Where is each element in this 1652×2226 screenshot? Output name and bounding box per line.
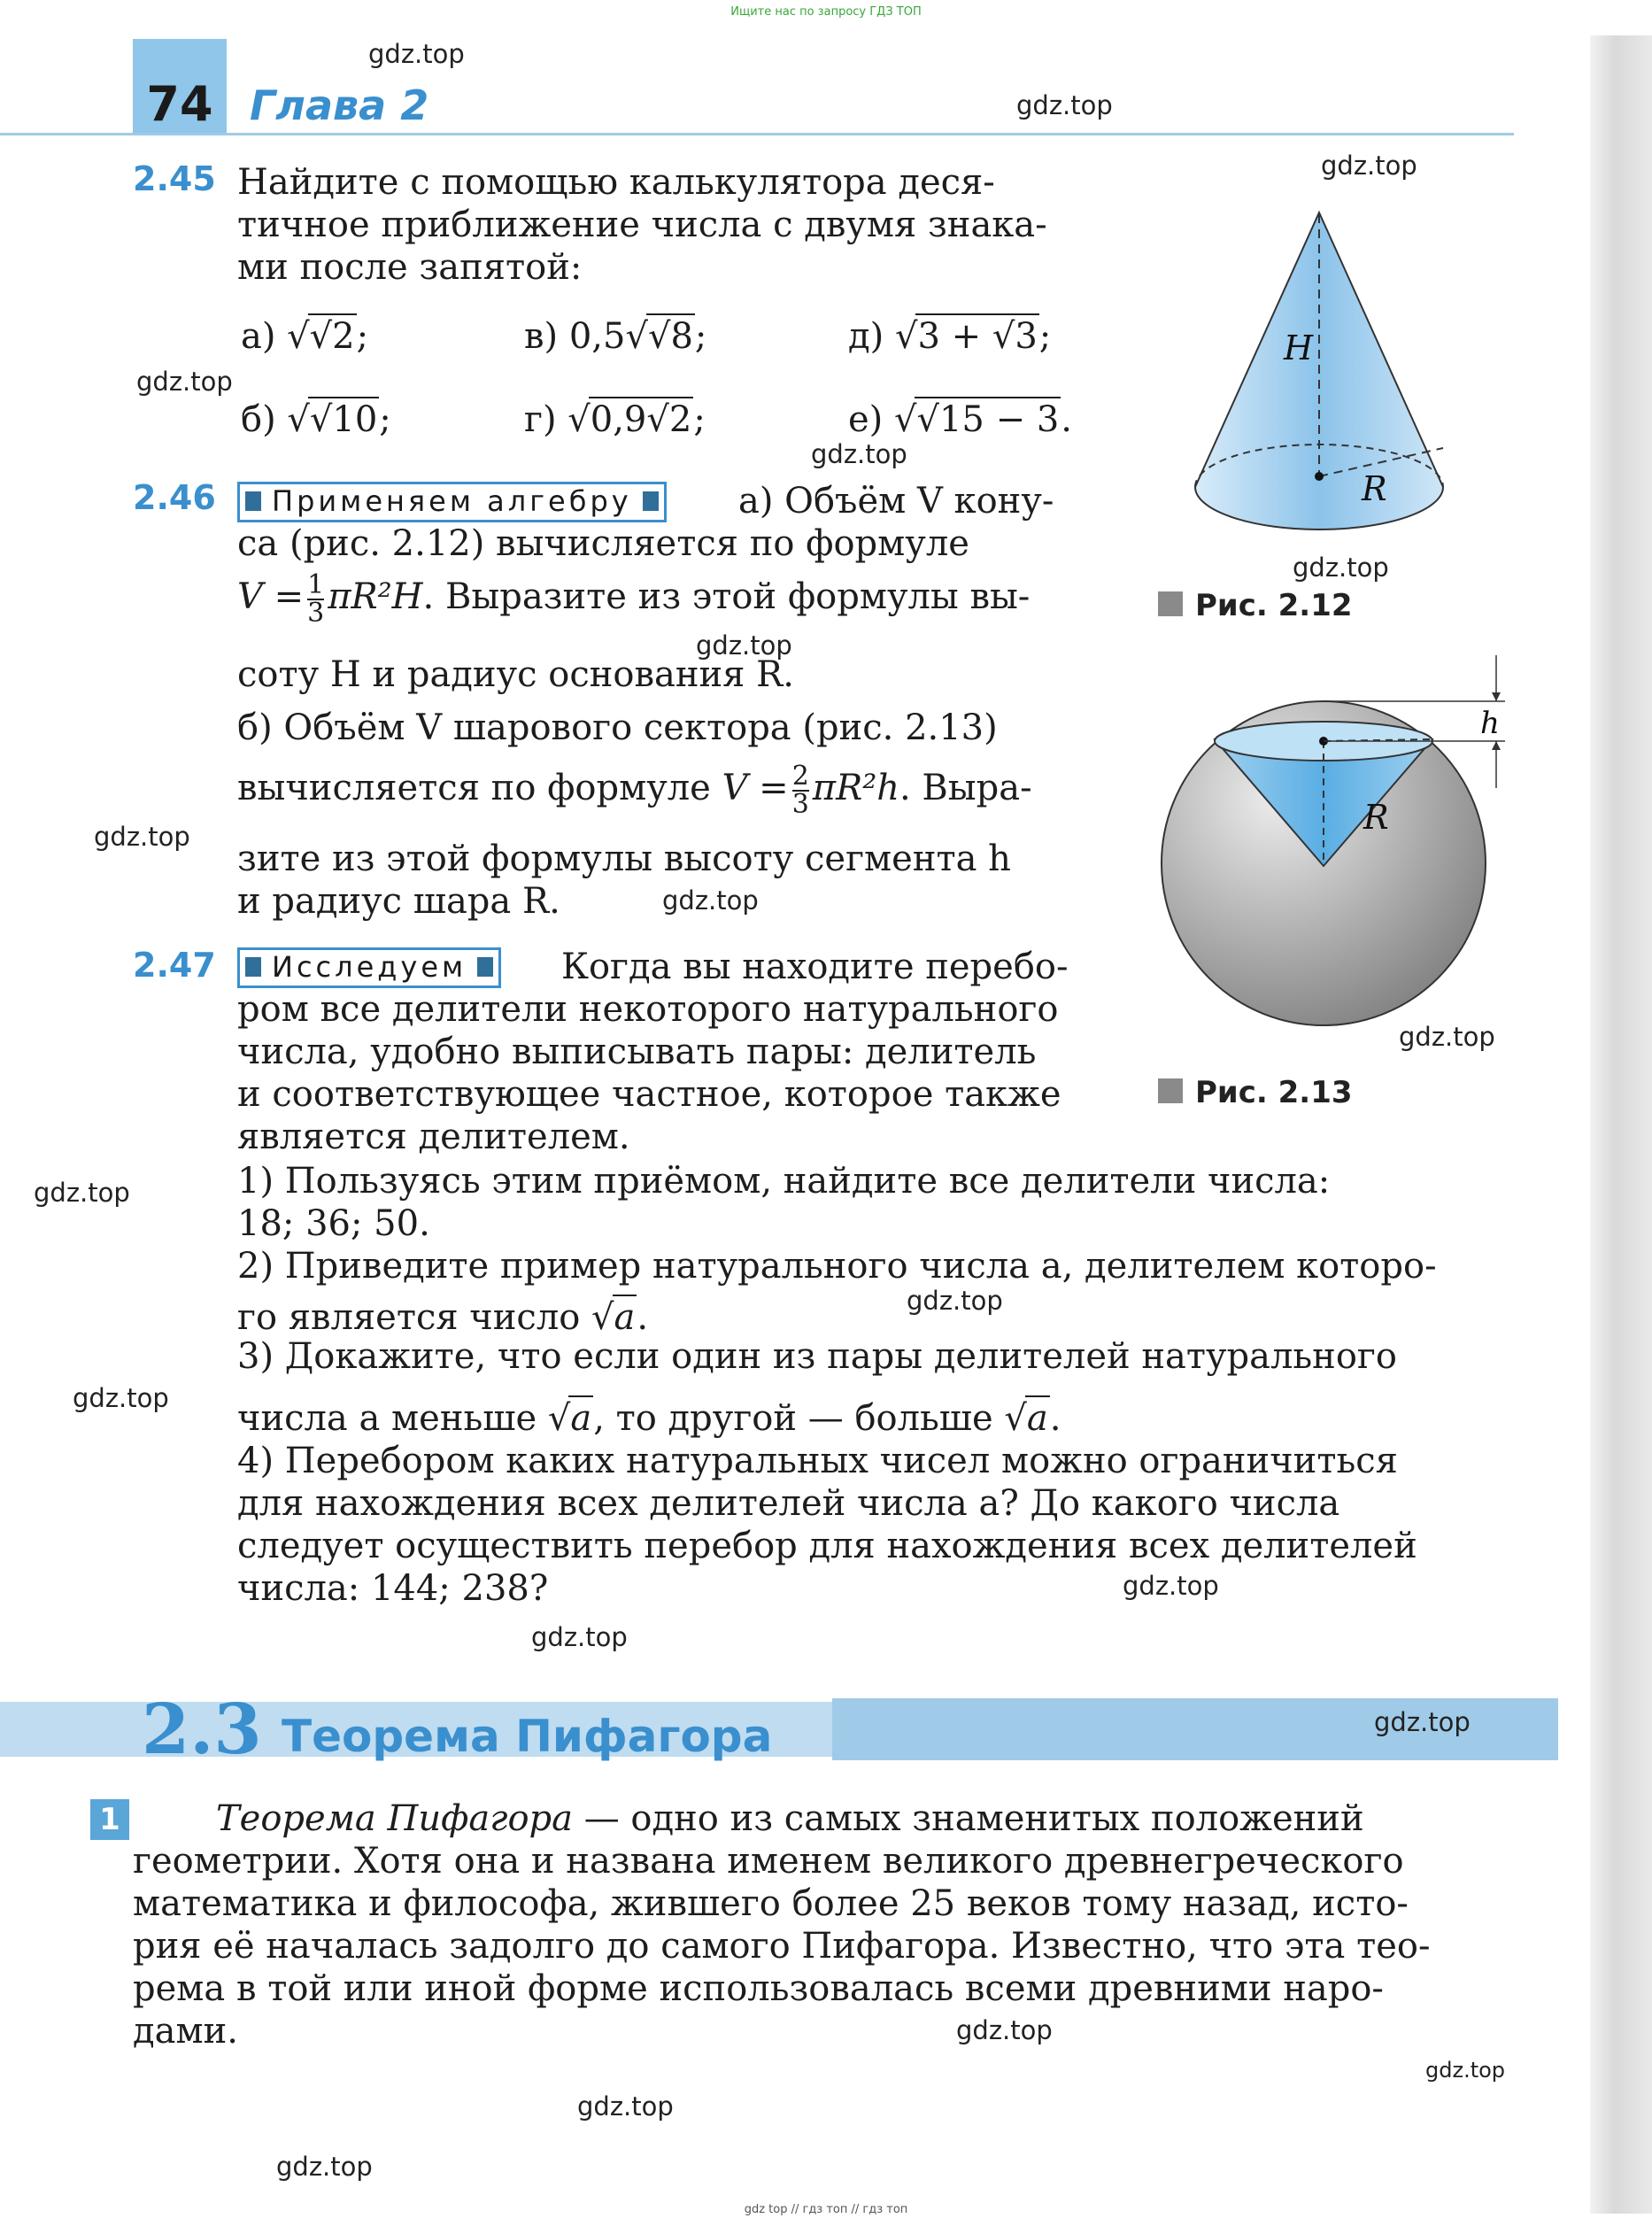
watermark: gdz.top bbox=[1293, 553, 1389, 583]
section-line-6: дами. bbox=[133, 2011, 238, 2052]
p247-q1-a: 1) Пользуясь этим приёмом, найдите все делители числа: bbox=[237, 1161, 1331, 1202]
watermark: gdz.top bbox=[956, 2015, 1053, 2045]
watermark: gdz.top bbox=[1399, 1022, 1495, 1052]
watermark: gdz.top bbox=[1016, 90, 1113, 120]
section-line-3: математика и философа, жившего более 25 веков тому назад, исто- bbox=[133, 1883, 1409, 1924]
p247-line-3: числа, удобно выписывать пары: делитель bbox=[237, 1032, 1037, 1072]
caption-marker-213 bbox=[1158, 1078, 1183, 1103]
section-title: Теорема Пифагора bbox=[282, 1711, 773, 1762]
cone-label-H: H bbox=[1284, 328, 1314, 367]
p246-line-4: соту H и радиус основания R. bbox=[237, 654, 794, 695]
p245-line-1: Найдите с помощью калькулятора деся- bbox=[237, 162, 995, 203]
badge-apply-algebra: Применяем алгебру bbox=[237, 482, 667, 522]
p247-line-5: является делителем. bbox=[237, 1117, 630, 1157]
p246-line-5: б) Объём V шарового сектора (рис. 2.13) bbox=[237, 707, 998, 748]
top-note: Ищите нас по запросу ГДЗ ТОП bbox=[730, 5, 922, 19]
watermark: gdz.top bbox=[531, 1622, 628, 1652]
watermark: gdz.top bbox=[577, 2091, 674, 2122]
page-edge-shadow bbox=[1590, 35, 1652, 2214]
chapter-title: Глава 2 bbox=[250, 81, 429, 129]
badge-investigate: Исследуем bbox=[237, 947, 501, 988]
p247-q2-b: го является число √a. bbox=[237, 1295, 648, 1339]
p245-item-g: г) √0,9√2; bbox=[524, 397, 706, 441]
figure-sphere-sector bbox=[1151, 655, 1523, 1027]
cone-center-point bbox=[1315, 472, 1324, 481]
p246-line-1: а) Объём V кону- bbox=[738, 481, 1054, 522]
p247-q1-b: 18; 36; 50. bbox=[237, 1203, 430, 1244]
cone-label-R: R bbox=[1362, 469, 1387, 508]
section-line-2: геометрии. Хотя она и названа именем великого древнегреческого bbox=[133, 1841, 1404, 1882]
header-rule bbox=[0, 133, 1514, 135]
figure-caption-213: Рис. 2.13 bbox=[1195, 1075, 1353, 1110]
section-line-1: Теорема Пифагора — одно из самых знаменитых положений bbox=[216, 1798, 1364, 1839]
h-arrowhead-top bbox=[1492, 692, 1501, 701]
watermark: gdz.top bbox=[73, 1383, 169, 1413]
problem-number-245: 2.45 bbox=[133, 159, 216, 198]
p247-q2-a: 2) Приведите пример натурального числа a, делителем которо- bbox=[237, 1246, 1437, 1287]
figure-cone bbox=[1177, 195, 1461, 558]
bottom-note: gdz top // гдз топ // гдз топ bbox=[744, 2203, 908, 2216]
p245-item-a: а) √√2; bbox=[241, 313, 368, 358]
p246-line-8: и радиус шара R. bbox=[237, 881, 560, 922]
page-number: 74 bbox=[146, 76, 213, 132]
watermark: gdz.top bbox=[94, 822, 190, 852]
p247-line-4: и соответствующее частное, которое также bbox=[237, 1074, 1061, 1115]
p245-item-v: в) 0,5√√8; bbox=[524, 313, 706, 358]
watermark: gdz.top bbox=[368, 39, 465, 69]
watermark: gdz.top bbox=[907, 1286, 1003, 1316]
p246-line-7: зите из этой формулы высоту сегмента h bbox=[237, 839, 1011, 879]
p246-line-3: V = $\frac{1}{3}$ πR²H. Выразите из этой формулы вы- bbox=[237, 569, 1031, 629]
section-line-4: рия её началась задолго до самого Пифагора. Известно, что эта тео- bbox=[133, 1926, 1431, 1967]
watermark: gdz.top bbox=[696, 630, 792, 661]
caption-marker-212 bbox=[1158, 591, 1183, 616]
p247-q4-d: числа: 144; 238? bbox=[237, 1568, 549, 1609]
p247-q3-b: числа a меньше √a, то другой — больше √a. bbox=[237, 1395, 1061, 1440]
p247-q4-c: следует осуществить перебор для нахождения всех делителей bbox=[237, 1526, 1417, 1566]
p247-line-2: ром все делители некоторого натурального bbox=[237, 989, 1059, 1030]
paragraph-number: 1 bbox=[90, 1799, 129, 1840]
section-number: 2.3 bbox=[142, 1689, 262, 1770]
watermark: gdz.top bbox=[34, 1178, 130, 1208]
watermark: gdz.top bbox=[276, 2152, 373, 2182]
watermark: gdz.top bbox=[1321, 151, 1417, 181]
p245-line-3: ми после запятой: bbox=[237, 247, 583, 288]
p246-line-6: вычисляется по формуле V = $\frac{2}{3}$ πR²h. Выра- bbox=[237, 761, 1032, 820]
p247-q4-a: 4) Перебором каких натуральных чисел можно ограничиться bbox=[237, 1441, 1398, 1481]
p245-item-b: б) √√10; bbox=[241, 397, 391, 441]
watermark: gdz.top bbox=[662, 885, 759, 916]
figure-caption-212: Рис. 2.12 bbox=[1195, 588, 1353, 623]
problem-number-246: 2.46 bbox=[133, 478, 216, 517]
p247-line-1: Когда вы находите перебо- bbox=[561, 947, 1069, 987]
sector-label-R: R bbox=[1363, 798, 1389, 837]
p247-q3-a: 3) Докажите, что если один из пары делителей натурального bbox=[237, 1336, 1397, 1377]
problem-number-247: 2.47 bbox=[133, 946, 216, 985]
watermark: gdz.top bbox=[811, 439, 907, 469]
watermark: gdz.top bbox=[136, 367, 233, 397]
watermark: gdz.top bbox=[1374, 1707, 1471, 1737]
section-line-5: рема в той или иной форме использовалась всеми древними наро- bbox=[133, 1968, 1384, 2009]
watermark: gdz.top bbox=[1425, 2058, 1506, 2083]
p245-item-e: е) √√15 − 3. bbox=[848, 397, 1072, 441]
p245-line-2: тичное приближение числа с двумя знака- bbox=[237, 205, 1047, 245]
watermark: gdz.top bbox=[1123, 1571, 1219, 1601]
p245-item-d: д) √3 + √3; bbox=[848, 313, 1051, 358]
h-arrowhead-bottom bbox=[1492, 741, 1501, 750]
sector-label-h: h bbox=[1480, 706, 1500, 741]
p247-q4-b: для нахождения всех делителей числа a? До какого числа bbox=[237, 1483, 1340, 1524]
p246-line-2: са (рис. 2.12) вычисляется по формуле bbox=[237, 523, 969, 564]
